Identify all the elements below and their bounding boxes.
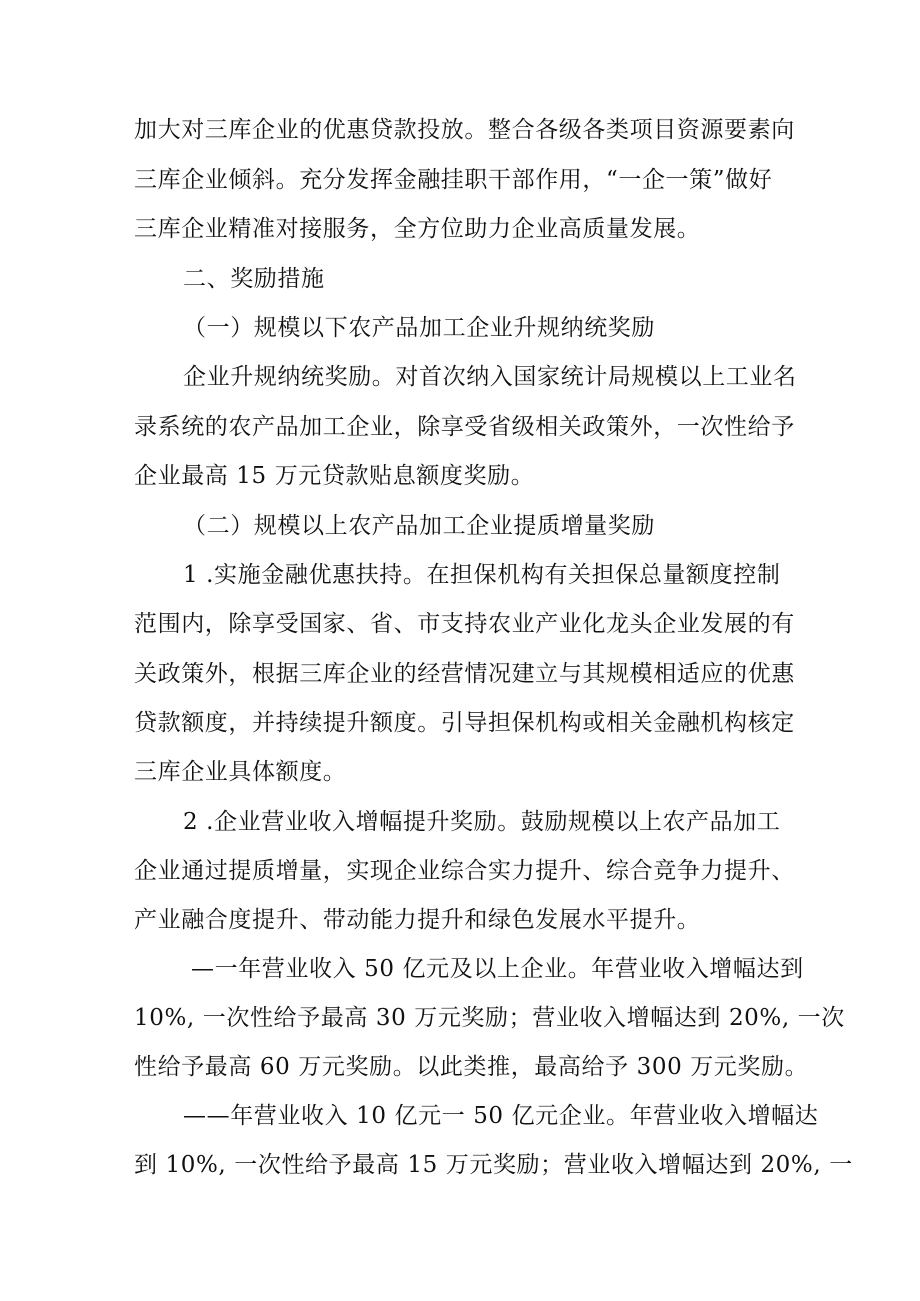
text-line-10: 1 .实施金融优惠扶持。在担保机构有关担保总量额度控制 bbox=[183, 562, 781, 588]
text-line-8: 企业最高 15 万元贷款贴息额度奖励。 bbox=[134, 463, 535, 489]
text-line-19: 10%, 一次性给予最高 30 万元奖励；营业收入增幅达到 20%, 一次 bbox=[134, 1005, 845, 1031]
text-line-6: 企业升规纳统奖励。对首次纳入国家统计局规模以上工业名 bbox=[183, 364, 797, 390]
subsection-heading-2: （二）规模以上农产品加工企业提质增量奖励 bbox=[183, 513, 655, 539]
text-line-3: 三库企业精准对接服务，全方位助力企业高质量发展。 bbox=[134, 216, 701, 242]
text-line-1: 加大对三库企业的优惠贷款投放。整合各级各类项目资源要素向 bbox=[134, 117, 795, 143]
text-line-12: 关政策外，根据三库企业的经营情况建立与其规模相适应的优惠 bbox=[134, 661, 795, 687]
text-line-20: 性给予最高 60 万元奖励。以此类推，最高给予 300 万元奖励。 bbox=[134, 1054, 809, 1080]
text-line-18: —一年营业收入 50 亿元及以上企业。年营业收入增幅达到 bbox=[191, 956, 804, 982]
section-heading-2: 二、奖励措施 bbox=[183, 266, 325, 292]
subsection-heading-1: （一）规模以下农产品加工企业升规纳统奖励 bbox=[183, 315, 655, 341]
text-line-2: 三库企业倾斜。充分发挥金融挂职干部作用，“一企一策”做好 bbox=[134, 167, 773, 193]
text-line-11: 范围内，除享受国家、省、市支持农业产业化龙头企业发展的有 bbox=[134, 611, 795, 637]
text-line-15: 2 .企业营业收入增幅提升奖励。鼓励规模以上农产品加工 bbox=[183, 809, 781, 835]
text-line-13: 贷款额度，并持续提升额度。引导担保机构或相关金融机构核定 bbox=[134, 710, 795, 736]
text-line-7: 录系统的农产品加工企业，除享受省级相关政策外，一次性给予 bbox=[134, 414, 795, 440]
text-line-16: 企业通过提质增量，实现企业综合实力提升、综合竞争力提升、 bbox=[134, 858, 795, 884]
text-line-21: ——年营业收入 10 亿元一 50 亿元企业。年营业收入增幅达 bbox=[183, 1103, 819, 1129]
text-line-14: 三库企业具体额度。 bbox=[134, 759, 347, 785]
text-line-17: 产业融合度提升、带动能力提升和绿色发展水平提升。 bbox=[134, 907, 701, 933]
text-line-22: 到 10%, 一次性给予最高 15 万元奖励；营业收入增幅达到 20%, 一 bbox=[134, 1152, 853, 1178]
